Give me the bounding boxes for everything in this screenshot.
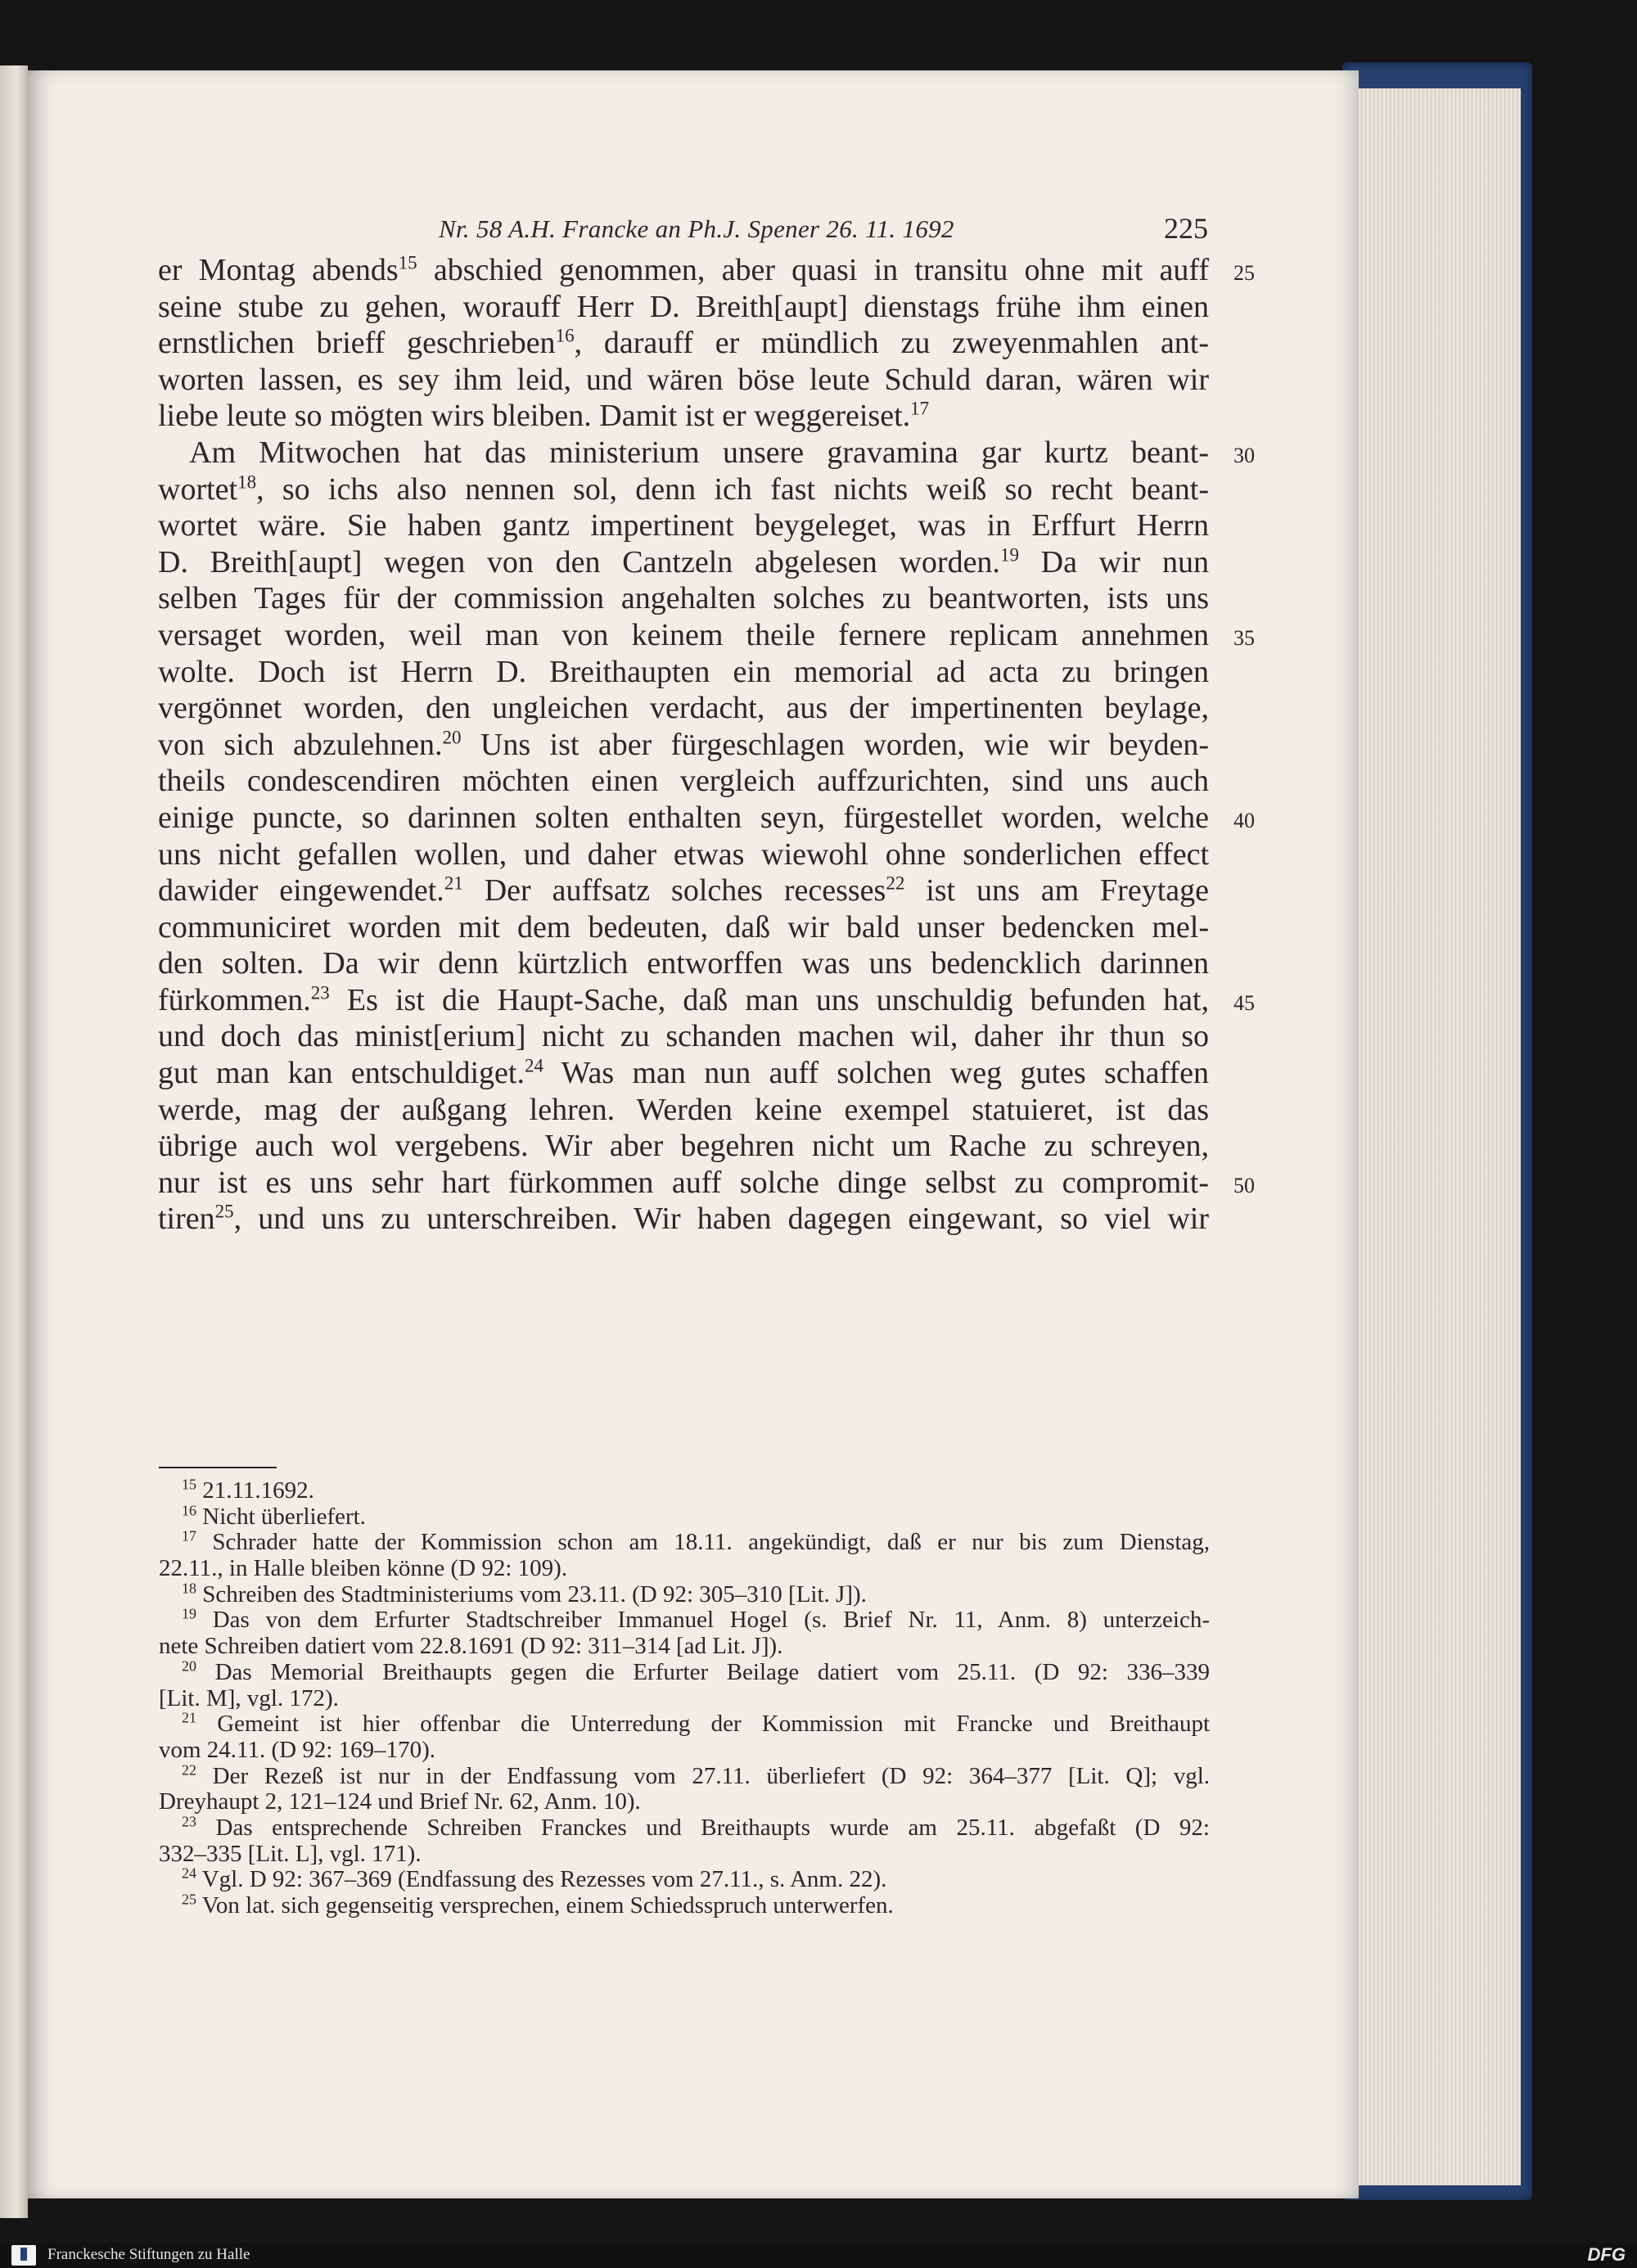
text-fragment: Der auffsatz solches recesses bbox=[462, 873, 886, 909]
page-block-edge bbox=[1342, 88, 1521, 2185]
footnote-number: 18 bbox=[182, 1580, 196, 1597]
footnote-marker: 23 bbox=[310, 982, 330, 1003]
text-line bbox=[158, 362, 1209, 399]
footnote-marker: 20 bbox=[442, 727, 462, 748]
footnote-text: Das Memorial Breithaupts gegen die Erfurter Beilage datiert vom 25.11. (D 92: 336–339 bbox=[196, 1658, 1210, 1685]
text-line bbox=[158, 945, 1209, 982]
text-line bbox=[158, 1018, 1209, 1055]
footnote-first-line bbox=[159, 1864, 1210, 1893]
text-fragment: Was man nun auff solchen weg gutes schaffen bbox=[543, 1056, 1209, 1091]
footnote-first-line bbox=[159, 1815, 1210, 1842]
footnote-line bbox=[159, 1789, 1210, 1815]
institution-name: Franckesche Stiftungen zu Halle bbox=[47, 2246, 250, 2263]
text-fragment: von sich abzulehnen. bbox=[158, 727, 443, 762]
text-line bbox=[158, 654, 1209, 691]
footnote-marker: 18 bbox=[237, 471, 257, 492]
footnote-text: Schreiben des Stadtministeriums vom 23.11. (D 92: 305–310 [Lit. J]). bbox=[196, 1580, 867, 1607]
text-fragment: seine stube zu gehen, worauff Herr D. Breith[aupt] dienstags frühe ihm einen bbox=[158, 289, 1209, 324]
footnote-number: 17 bbox=[182, 1527, 196, 1544]
footnote-text: Von lat. sich gegenseitig versprechen, einem Schiedsspruch unterwerfen. bbox=[196, 1892, 894, 1919]
footnote-first-line bbox=[159, 1582, 1210, 1608]
footnote-first-line bbox=[159, 1607, 1210, 1634]
text-line bbox=[158, 909, 1209, 946]
text-fragment: versaget worden, weil man von keinem theile fernere replicam annehmen bbox=[158, 617, 1209, 652]
footnote-text: Gemeint ist hier offenbar die Unterredung der Kommission mit Francke und Breithaupt bbox=[196, 1711, 1210, 1738]
text-line bbox=[158, 544, 1209, 581]
text-line bbox=[158, 580, 1209, 617]
text-line bbox=[158, 252, 1209, 289]
text-fragment: , und uns zu unterschreiben. Wir haben dagegen eingewant, so viel wir bbox=[233, 1202, 1209, 1237]
text-fragment: communiciret worden mit dem bedeuten, daß wir bald unser bedencken mel- bbox=[158, 909, 1209, 945]
text-line bbox=[158, 435, 1209, 471]
footnote-text: Schrader hatte der Kommission schon am 18.11. angekündigt, daß er nur bis zum Dienstag, bbox=[196, 1529, 1210, 1556]
text-fragment: vergönnet worden, den ungleichen verdacht, aus der impertinenten beylage, bbox=[158, 691, 1209, 726]
footnote-first-line bbox=[159, 1504, 1210, 1531]
footnote-number: 23 bbox=[182, 1813, 196, 1830]
text-line bbox=[158, 289, 1209, 326]
text-fragment: er Montag abends bbox=[158, 253, 399, 287]
footnote-text: Das von dem Erfurter Stadtschreiber Immanuel Hogel (s. Brief Nr. 11, Anm. 8) unterzeich- bbox=[196, 1607, 1210, 1634]
text-fragment: Am Mitwochen hat das ministerium unsere gravamina gar kurtz beant- bbox=[189, 435, 1209, 470]
footnote-marker: 22 bbox=[886, 872, 905, 894]
footnote-line bbox=[159, 1634, 1210, 1660]
text-line bbox=[158, 617, 1209, 654]
text-line bbox=[158, 325, 1209, 362]
footnote-text: Der Rezeß ist nur in der Endfassung vom 27.11. überliefert (D 92: 364–377 [Lit. Q]; vgl. bbox=[196, 1762, 1210, 1789]
text-fragment: einige puncte, so darinnen solten enthalten seyn, fürgestellet worden, welche bbox=[158, 800, 1209, 835]
text-fragment: fürkommen. bbox=[158, 982, 311, 1017]
institution-logo-icon bbox=[11, 2245, 36, 2266]
footnote-marker: 16 bbox=[555, 325, 575, 346]
text-fragment: ernstlichen brieff geschrieben bbox=[158, 326, 556, 361]
footnote-number: 25 bbox=[182, 1891, 196, 1908]
text-line bbox=[158, 763, 1209, 800]
text-line bbox=[158, 1092, 1209, 1129]
footnote-text: Das entsprechende Schreiben Franckes und Breithaupts wurde am 25.11. abgefaßt (D 92: bbox=[196, 1814, 1210, 1841]
text-fragment: wolte. Doch ist Herrn D. Breithaupten ein memorial ad acta zu bringen bbox=[158, 654, 1209, 689]
line-number: 35 bbox=[1233, 626, 1255, 650]
footnote-number: 22 bbox=[182, 1761, 196, 1778]
text-line bbox=[158, 836, 1209, 873]
text-fragment: selben Tages für der commission angehalten solches zu beantworten, ists uns bbox=[158, 581, 1209, 616]
text-line bbox=[158, 471, 1209, 508]
text-fragment: nete Schreiben datiert vom 22.8.1691 (D 92: 311–314 [ad Lit. J]). bbox=[159, 1633, 783, 1660]
text-fragment: 22.11., in Halle bleiben könne (D 92: 109). bbox=[159, 1555, 568, 1582]
footnote-marker: 17 bbox=[910, 398, 930, 419]
text-fragment: worten lassen, es sey ihm leid, und wären böse leute Schuld daran, wären wir bbox=[158, 362, 1209, 397]
text-fragment: ist uns am Freytage bbox=[904, 873, 1209, 909]
text-line bbox=[158, 800, 1209, 836]
footnote-marker: 15 bbox=[398, 252, 417, 273]
text-line bbox=[158, 1165, 1209, 1202]
footnote-marker: 21 bbox=[444, 872, 463, 894]
facing-page-edge bbox=[0, 65, 28, 2218]
text-fragment: theils condescendiren möchten einen vergleich auffzurichten, sind uns auch bbox=[158, 764, 1209, 799]
text-fragment: Es ist die Haupt-Sache, daß man uns unschuldig befunden hat, bbox=[329, 982, 1209, 1017]
footnote-text: Vgl. D 92: 367–369 (Endfassung des Rezesses vom 27.11., s. Anm. 22). bbox=[196, 1866, 887, 1893]
text-fragment: Da wir nun bbox=[1018, 544, 1210, 579]
footnote-number: 21 bbox=[182, 1709, 196, 1726]
text-fragment: übrige auch wol vergebens. Wir aber begehren nicht um Rache zu schreyen, bbox=[158, 1129, 1209, 1164]
text-line bbox=[158, 982, 1209, 1019]
footnote-rule bbox=[159, 1467, 277, 1468]
footnote-line bbox=[159, 1556, 1210, 1582]
footnote-first-line bbox=[159, 1657, 1210, 1686]
footnote-marker: 25 bbox=[214, 1201, 234, 1222]
text-fragment: gut man kan entschuldiget. bbox=[158, 1056, 525, 1091]
footnote-number: 20 bbox=[182, 1657, 196, 1675]
book-page bbox=[28, 70, 1359, 2198]
text-fragment: wortet bbox=[158, 471, 238, 507]
text-fragment: und doch das minist[erium] nicht zu schanden machen wil, daher ihr thun so bbox=[158, 1019, 1209, 1054]
footnote-number: 24 bbox=[182, 1864, 196, 1882]
footnote-number: 16 bbox=[182, 1502, 196, 1519]
footnote-first-line bbox=[159, 1893, 1210, 1919]
text-fragment: abschied genommen, aber quasi in transitu ohne mit auff bbox=[417, 253, 1209, 287]
footnote-marker: 24 bbox=[524, 1055, 543, 1076]
footnote-first-line bbox=[159, 1478, 1210, 1504]
text-fragment: liebe leute so mögten wirs bleiben. Damit ist er weggereiset. bbox=[158, 399, 911, 434]
footnote-line bbox=[159, 1842, 1210, 1868]
text-line bbox=[158, 872, 1209, 909]
line-number: 45 bbox=[1233, 991, 1255, 1015]
footnote-first-line bbox=[159, 1761, 1210, 1790]
footnote-first-line bbox=[159, 1711, 1210, 1738]
footnote-text: Nicht überliefert. bbox=[196, 1503, 366, 1530]
running-head-title: Nr. 58 A.H. Francke an Ph.J. Spener 26. 11. 1692 bbox=[439, 214, 954, 243]
text-fragment: werde, mag der außgang lehren. Werden keine exempel statuieret, ist das bbox=[158, 1092, 1209, 1127]
footnote-text: 21.11.1692. bbox=[196, 1477, 314, 1504]
text-fragment: dawider eingewendet. bbox=[158, 873, 444, 909]
footnote-line bbox=[159, 1738, 1210, 1764]
line-number: 30 bbox=[1233, 444, 1255, 467]
viewer-footer-bar bbox=[0, 2243, 1637, 2268]
text-fragment: 332–335 [Lit. L], vgl. 171). bbox=[159, 1840, 422, 1867]
footnote-number: 15 bbox=[182, 1476, 196, 1493]
footnotes bbox=[159, 1478, 1210, 1919]
text-fragment: vom 24.11. (D 92: 169–170). bbox=[159, 1736, 436, 1763]
text-fragment: tiren bbox=[158, 1202, 215, 1237]
text-fragment: nur ist es uns sehr hart fürkommen auff solche dinge selbst zu compromit- bbox=[158, 1165, 1209, 1200]
text-fragment: wortet wäre. Sie haben gantz impertinent beygeleget, was in Erffurt Herrn bbox=[158, 508, 1209, 543]
text-fragment: Dreyhaupt 2, 121–124 und Brief Nr. 62, Anm. 10). bbox=[159, 1788, 641, 1815]
text-fragment: den solten. Da wir denn kürtzlich entworffen was uns bedencklich darinnen bbox=[158, 946, 1209, 981]
main-text bbox=[158, 252, 1209, 1238]
footnote-number: 19 bbox=[182, 1605, 196, 1622]
text-line bbox=[158, 727, 1209, 764]
text-line bbox=[158, 1128, 1209, 1165]
text-line bbox=[158, 1201, 1209, 1238]
text-line bbox=[158, 398, 1209, 435]
page-number: 225 bbox=[1164, 212, 1208, 245]
text-fragment: , so ichs also nennen sol, denn ich fast nichts weiß so recht beant- bbox=[256, 471, 1209, 507]
footnote-marker: 19 bbox=[999, 544, 1019, 566]
text-fragment: uns nicht gefallen wollen, und daher etwas wiewohl ohne sonderlichen effect bbox=[158, 836, 1209, 872]
text-fragment: [Lit. M], vgl. 172). bbox=[159, 1684, 339, 1711]
text-fragment: Uns ist aber fürgeschlagen worden, wie wir beyden- bbox=[461, 727, 1210, 762]
line-number: 40 bbox=[1233, 809, 1255, 832]
text-line bbox=[158, 690, 1209, 727]
dfg-logo: DFG bbox=[1587, 2244, 1626, 2265]
text-line bbox=[158, 507, 1209, 544]
footnote-first-line bbox=[159, 1527, 1210, 1556]
line-number: 50 bbox=[1233, 1174, 1255, 1197]
line-number: 25 bbox=[1233, 261, 1255, 285]
text-fragment: D. Breith[aupt] wegen von den Cantzeln abgelesen worden. bbox=[158, 544, 1000, 579]
text-line bbox=[158, 1055, 1209, 1092]
footnote-line bbox=[159, 1686, 1210, 1712]
text-fragment: , darauff er mündlich zu zweyenmahlen ant- bbox=[574, 326, 1209, 361]
